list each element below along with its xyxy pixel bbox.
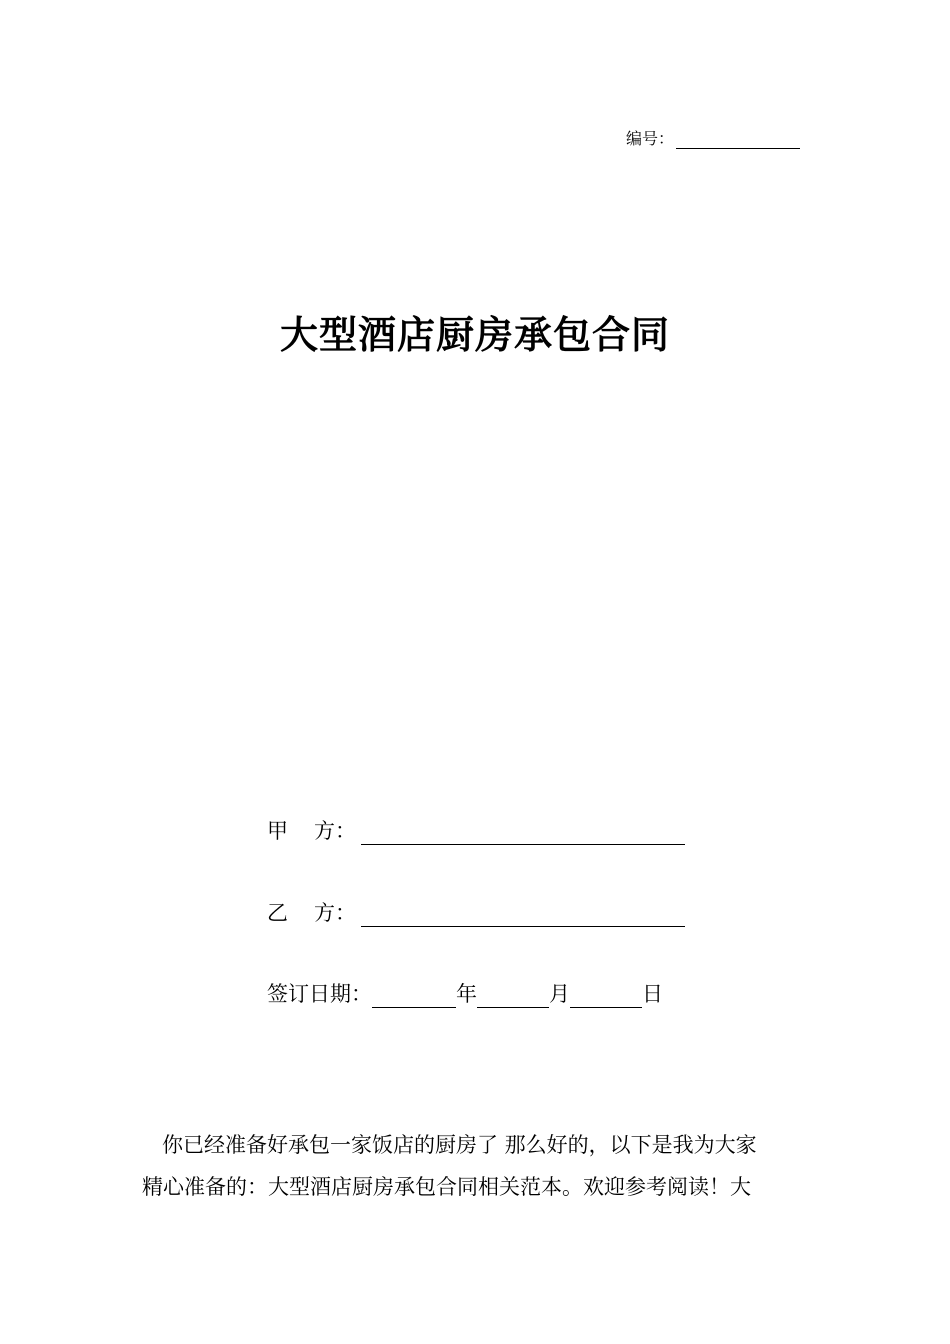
sign-date-day-label: 日 [642,982,663,1006]
intro-line-2: 精心准备的：大型酒店厨房承包合同相关范本。欢迎参考阅读！大 [142,1175,751,1199]
party-b-blank[interactable] [361,904,685,927]
sign-date-month-blank[interactable] [477,985,549,1008]
document-title: 大型酒店厨房承包合同 [279,313,670,357]
intro-paragraph [142,1124,808,1208]
party-b-field [267,897,685,927]
party-a-field [267,815,685,845]
sign-date-year-label: 年 [456,982,477,1006]
intro-line-1: 你已经准备好承包一家饭店的厨房了 那么好的，以下是我为大家 [162,1133,757,1157]
sign-date-year-blank[interactable] [372,985,456,1008]
party-a-blank[interactable] [361,822,685,845]
sign-date-month-label: 月 [549,982,570,1006]
party-b-label: 乙 方： [267,901,356,925]
sign-date-label: 签订日期： [267,982,372,1006]
sign-date-day-blank[interactable] [570,985,642,1008]
serial-number-field [626,126,800,149]
serial-number-blank[interactable] [676,130,800,149]
serial-number-label: 编号： [626,129,675,148]
sign-date-field [267,978,663,1008]
party-a-label: 甲 方： [267,819,356,843]
